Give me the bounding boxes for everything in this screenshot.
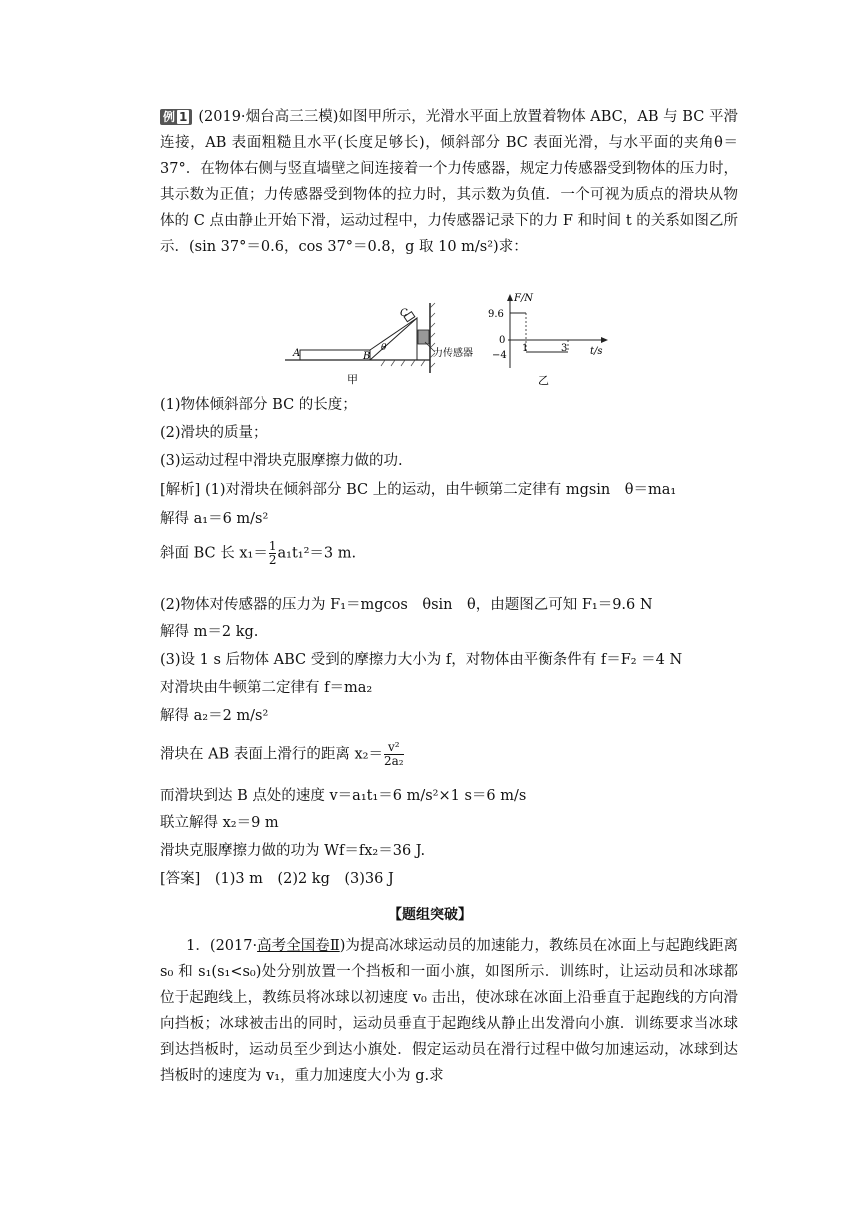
solution-tag: [解析] [160, 482, 201, 498]
tick-neg4: −4 [492, 350, 507, 361]
fraction-v2-2a2: $\frac{\text{v²}}{\text{2a₂}}$ [383, 740, 404, 768]
solution-line-7: 对滑块由牛顿第二定律有 f＝ma₂ [160, 680, 373, 696]
question-1: (1)物体倾斜部分 BC 的长度； [160, 397, 357, 413]
figure-yi [486, 288, 616, 388]
sensor-label: 力传感器 [433, 348, 473, 359]
solution-line-2: 解得 a₁＝6 m/s² [160, 511, 269, 527]
solution-line-9: 滑块在 AB 表面上滑行的距离 x₂＝ $\frac{\text{v²}}{\text{2a₂}}$ [160, 740, 404, 768]
solution-line-3: 斜面 BC 长 x₁＝ $\frac{1}{2}$ a₁t₁²＝3 m. [160, 539, 357, 567]
caption-jia: 甲 [347, 373, 358, 386]
example-stem-text: 如图甲所示，光滑水平面上放置着物体 ABC，AB 与 BC 平滑连接，AB 表面粗糙且水平(长度足够长)，倾斜部分 BC 表面光滑，与水平面的夹角θ＝37°．在物体右侧与竖直墙壁之间连接着一个力传感器，规定力传感器受到物体的压力时，其示数为正值；力传感器受到物体的拉力时，其示数为负值．一个可视为质点的滑块从物体的 C 点由静止开始下滑，运动过程中，力传感器记录下的力 F 和时间 t 的关系如图乙所示．(sin 37°＝0.6，cos 37°＝0.8，g 取 10 m/s²)求： [160, 109, 739, 255]
solution-line-4: (2)物体对传感器的压力为 F₁＝mgcos θsin θ，由题图乙可知 F₁＝9.6 N [160, 597, 653, 613]
figure-jia [285, 298, 473, 388]
graph-xlabel: t/s [590, 346, 603, 357]
answer-line: [答案] (1)3 m (2)2 kg (3)36 J [160, 871, 394, 887]
question-2: (2)滑块的质量； [160, 425, 268, 441]
solution-line-1: [解析] (1)对滑块在倾斜部分 BC 上的运动，由牛顿第二定律有 mgsin θ＝ma₁ [160, 482, 677, 498]
example-source: (2019·烟台高三三模) [198, 109, 339, 125]
tick-9-6: 9.6 [488, 309, 504, 320]
tick-1: 1 [522, 343, 529, 354]
solution-line-11: 联立解得 x₂＝9 m [160, 815, 279, 831]
label-b: B [363, 351, 371, 362]
graph-ylabel: F/N [514, 293, 534, 304]
fraction-half: $\frac{1}{2}$ [268, 539, 277, 567]
solution-line-12: 滑块克服摩擦力做的功为 Wf＝fx₂＝36 J. [160, 843, 426, 859]
label-a: A [293, 348, 301, 359]
tick-3: 3 [561, 343, 568, 354]
example-stem [160, 104, 738, 260]
solution-line-6: (3)设 1 s 后物体 ABC 受到的摩擦力大小为 f，对物体由平衡条件有 f＝F₂ ＝4 N [160, 652, 683, 668]
problem-1-source: 高考全国卷Ⅱ [257, 938, 340, 954]
label-c: C [400, 308, 408, 319]
tick-0: 0 [499, 335, 506, 346]
example-badge: 例 1 [160, 109, 192, 125]
label-theta: θ [381, 343, 387, 353]
section-title: 【题组突破】 [388, 907, 472, 923]
caption-yi: 乙 [538, 374, 549, 387]
question-3: (3)运动过程中滑块克服摩擦力做的功. [160, 453, 403, 469]
solution-line-8: 解得 a₂＝2 m/s² [160, 708, 269, 724]
solution-line-10: 而滑块到达 B 点处的速度 v＝a₁t₁＝6 m/s²×1 s＝6 m/s [160, 788, 527, 804]
problem-1: 1．(2017·高考全国卷Ⅱ)为提高冰球运动员的加速能力，教练员在冰面上与起跑线距离 s₀ 和 s₁(s₁<s₀)处分别放置一个挡板和一面小旗，如图所示．训练时，让运动员和冰球都位于起跑线上，教练员将冰球以初速度 v₀ 击出，使冰球在冰面上沿垂直于起跑线的方向滑向挡板；冰球被击出的同时，运动员垂直于起跑线从静止出发滑向小旗．训练要求当冰球到达挡板时，运动员至少到达小旗处．假定运动员在滑行过程中做匀加速运动，冰球到达挡板时的速度为 v₁，重力加速度大小为 g.求 [160, 938, 738, 1084]
problem-1-text: 为提高冰球运动员的加速能力，教练员在冰面上与起跑线距离 s₀ 和 s₁(s₁<s₀)处分别放置一个挡板和一面小旗，如图所示．训练时，让运动员和冰球都位于起跑线上，教练员将冰球以初速度 v₀ 击出，使冰球在冰面上沿垂直于起跑线的方向滑向挡板；冰球被击出的同时，运动员垂直于起跑线从静止出发滑向小旗．训练要求当冰球到达挡板时，运动员至少到达小旗处．假定运动员在滑行过程中做匀加速运动，冰球到达挡板时的速度为 v₁，重力加速度大小为 g.求 [160, 938, 738, 1084]
solution-line-5: 解得 m＝2 kg. [160, 624, 259, 640]
